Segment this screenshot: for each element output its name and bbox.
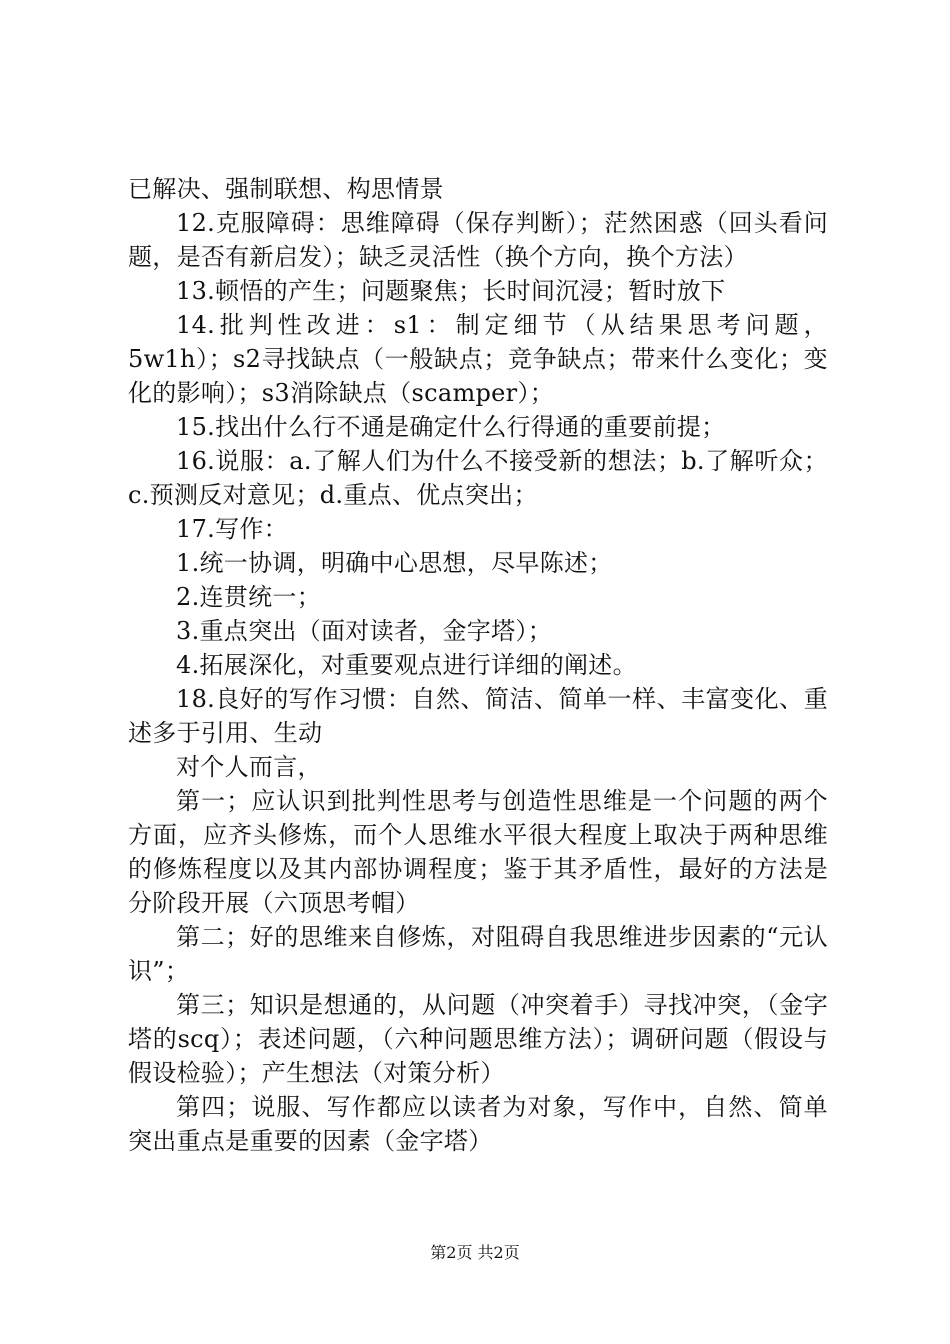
paragraph: 3.重点突出（面对读者，金字塔）； [176,617,552,645]
document-body [128,172,828,1158]
paragraph: 16.说服：a.了解人们为什么不接受新的想法；b.了解听众；c.预测反对意见；d.重点、优点突出； [128,447,828,509]
paragraph: 15.找出什么行不通是确定什么行得通的重要前提； [176,413,726,441]
paragraph: 2.连贯统一； [176,583,321,611]
paragraph: 17.写作： [176,515,288,543]
paragraph: 1.统一协调，明确中心思想，尽早陈述； [176,549,613,577]
paragraph: 第三；知识是想通的，从问题（冲突着手）寻找冲突，（金字塔的scq）；表述问题，（六种问题思维方法）；调研问题（假设与假设检验）；产生想法（对策分析） [128,991,828,1087]
paragraph: 第四；说服、写作都应以读者为对象，写作中，自然、简单突出重点是重要的因素（金字塔） [128,1093,828,1155]
paragraph: 第一；应认识到批判性思考与创造性思维是一个问题的两个方面，应齐头修炼，而个人思维水平很大程度上取决于两种思维的修炼程度以及其内部协调程度；鉴于其矛盾性，最好的方法是分阶段开展（六顶思考帽） [128,787,828,917]
paragraph: 4.拓展深化，对重要观点进行详细的阐述。 [176,651,637,679]
paragraph: 对个人而言， [176,753,322,781]
paragraph: 18.良好的写作习惯：自然、简洁、简单一样、丰富变化、重述多于引用、生动 [128,685,828,747]
page-footer: 第2页 共2页 [430,1243,520,1262]
paragraph: 已解决、强制联想、构思情景 [128,175,444,203]
paragraph: 14.批判性改进：s1：制定细节（从结果思考问题，5w1h）；s2寻找缺点（一般缺点；竞争缺点；带来什么变化；变化的影响）；s3消除缺点（scamper）； [128,311,828,407]
paragraph: 12.克服障碍：思维障碍（保存判断）；茫然困惑（回头看问题，是否有新启发）；缺乏灵活性（换个方向，换个方法） [128,209,828,271]
paragraph: 13.顿悟的产生；问题聚焦；长时间沉浸；暂时放下 [176,277,726,305]
paragraph: 第二；好的思维来自修炼，对阻碍自我思维进步因素的“元认识”； [128,923,828,985]
